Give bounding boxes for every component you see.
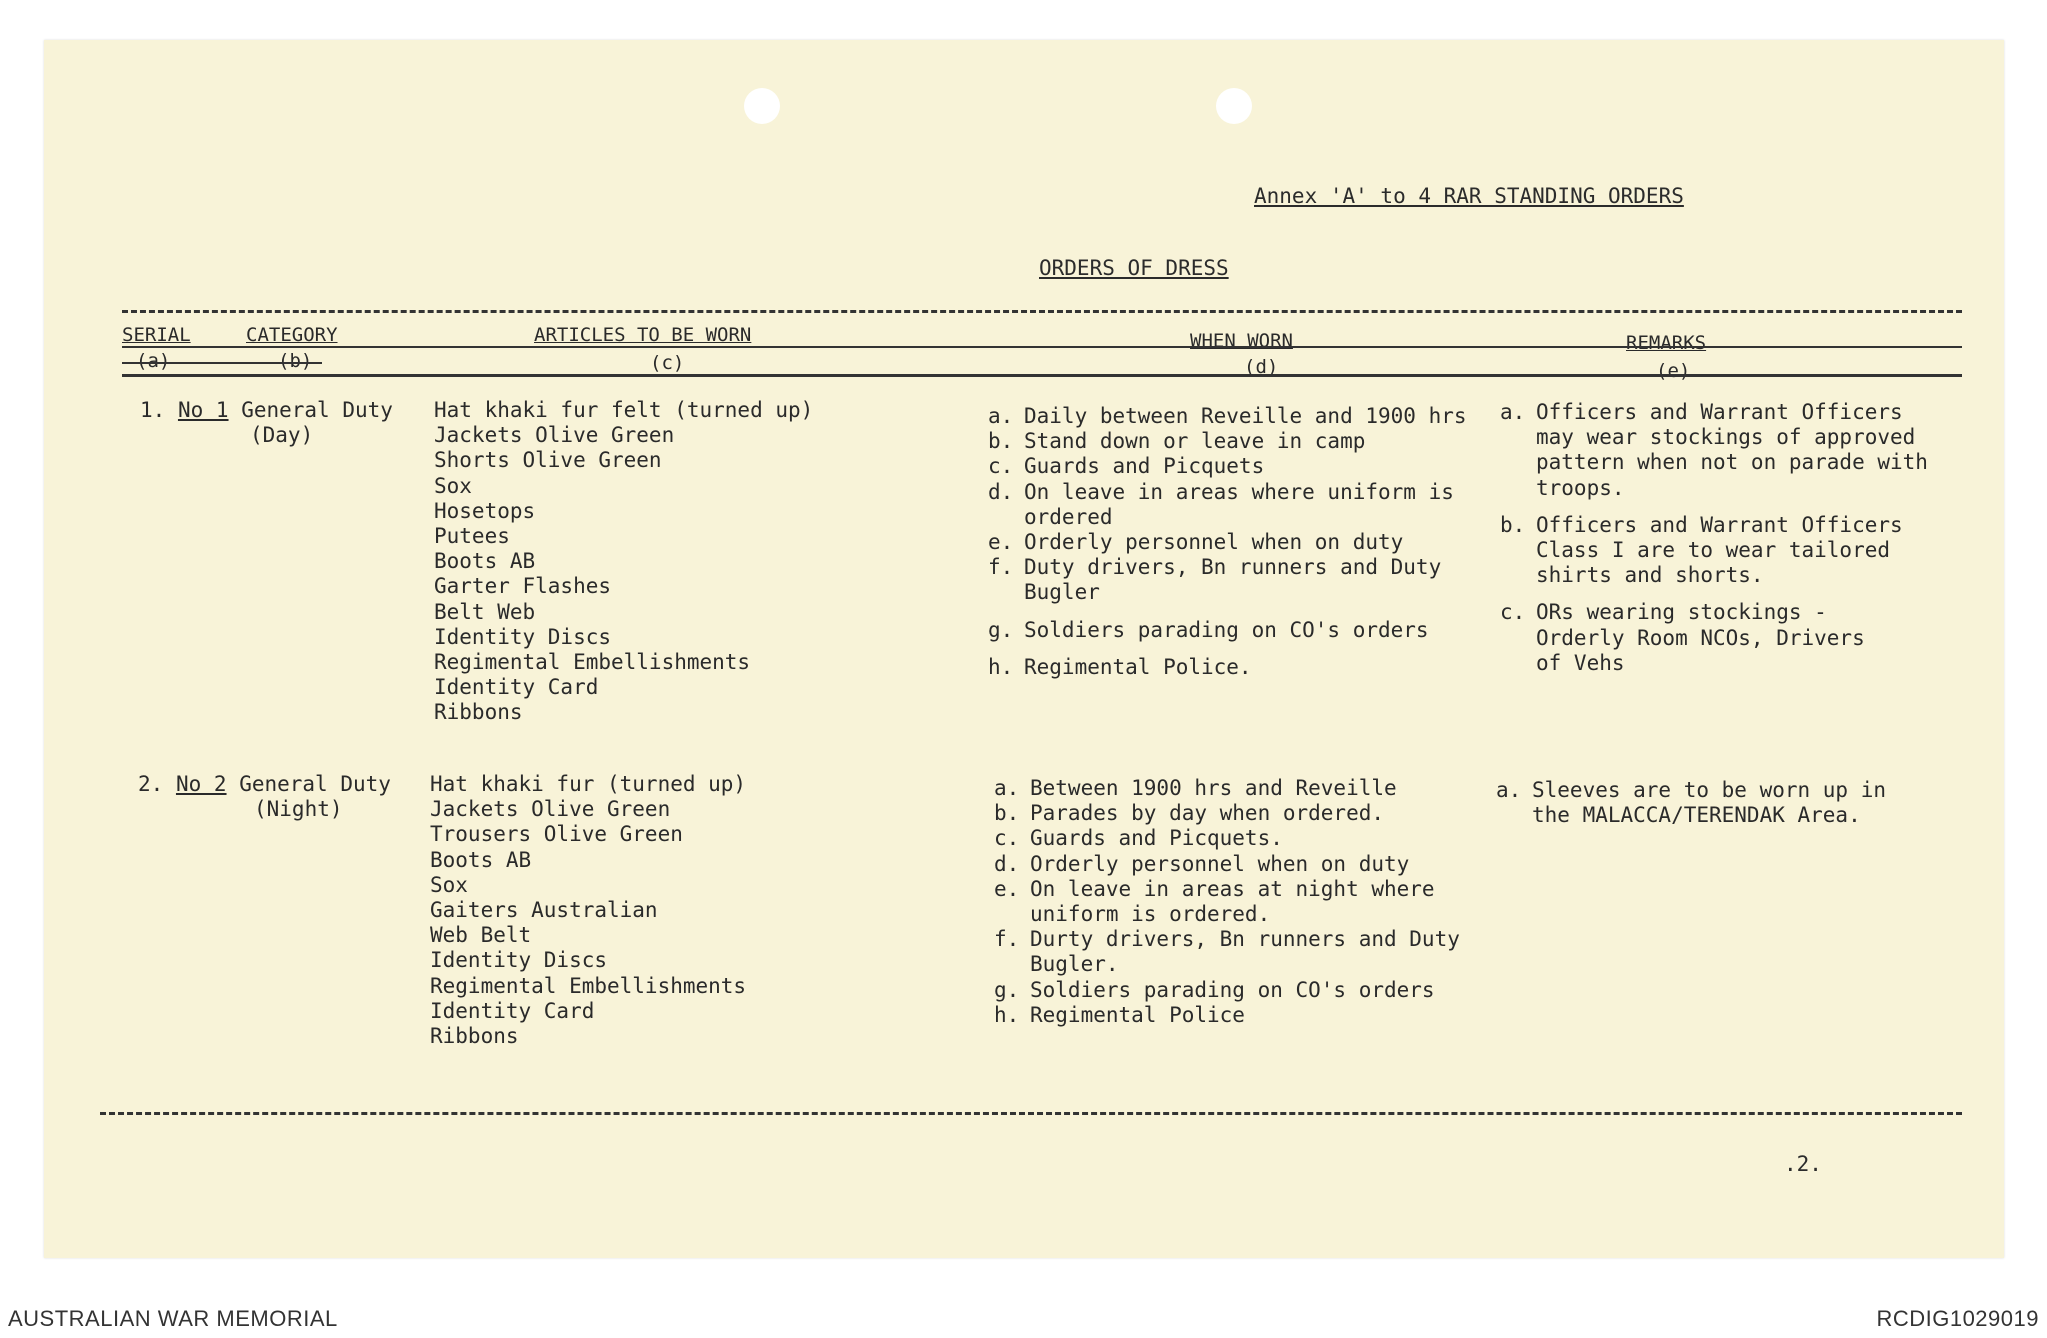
when-worn-line <box>988 480 1467 505</box>
row-2-serial-category <box>138 772 391 822</box>
remark-line <box>1500 626 1928 651</box>
remark-line <box>1500 476 1928 501</box>
document-title: ORDERS OF DRESS <box>1039 256 1229 280</box>
item-letter: d. <box>988 479 1014 504</box>
remark-line <box>1500 425 1928 450</box>
when-worn-line <box>994 801 1460 826</box>
article-item: Jackets Olive Green <box>430 797 671 822</box>
item-letter: d. <box>994 851 1020 876</box>
when-worn-line <box>988 530 1467 555</box>
item-letter: b. <box>1500 512 1526 537</box>
when-worn-line <box>994 978 1460 1003</box>
row-1-remarks <box>1500 400 1928 676</box>
item-letter: e. <box>994 876 1020 901</box>
article-item: Ribbons <box>434 700 523 725</box>
col-category-code: (b) <box>278 350 313 372</box>
item-text: Class I are to wear tailored <box>1536 538 1891 563</box>
item-letter: h. <box>994 1002 1020 1027</box>
item-letter: a. <box>1500 400 1526 424</box>
when-worn-line <box>988 404 1467 429</box>
item-letter: c. <box>1500 600 1526 625</box>
article-item: Putees <box>434 524 510 549</box>
item-text: Officers and Warrant Officers <box>1536 512 1903 537</box>
article-item: Regimental Embellishments <box>434 650 751 675</box>
item-letter: b. <box>988 429 1014 454</box>
remark-line <box>1500 538 1928 563</box>
sub-rule-a-b <box>122 362 322 364</box>
when-worn-line <box>994 877 1460 902</box>
item-text: Sleeves are to be worn up in <box>1532 778 1887 802</box>
article-item: Hosetops <box>434 498 536 523</box>
article-item: Identity Card <box>430 998 595 1023</box>
item-letter: f. <box>988 555 1014 580</box>
article-item: Gaiters Australian <box>430 898 658 923</box>
row-1-when-worn <box>988 404 1467 680</box>
row-2-serial: 2. <box>138 772 164 796</box>
item-letter: a. <box>1496 778 1522 802</box>
when-worn-line <box>994 902 1460 927</box>
when-worn-line <box>988 454 1467 479</box>
row-1-serial-category <box>140 398 393 448</box>
article-item: Ribbons <box>430 1024 519 1049</box>
item-text: Orderly personnel when on duty <box>1030 851 1410 876</box>
item-text: Bugler <box>1024 580 1100 605</box>
item-letter: e. <box>988 530 1014 555</box>
footer-left-credit: AUSTRALIAN WAR MEMORIAL <box>8 1306 338 1331</box>
row-2-category-sub: (Night) <box>254 797 343 822</box>
item-text: ORs wearing stockings - <box>1536 600 1827 625</box>
col-remarks-code: (e) <box>1656 360 1691 382</box>
item-text: On leave in areas at night where <box>1030 876 1435 901</box>
when-worn-line <box>988 618 1467 643</box>
remark-line <box>1500 450 1928 475</box>
item-letter: c. <box>988 454 1014 479</box>
item-text: may wear stockings of approved <box>1536 425 1916 450</box>
col-articles-header: ARTICLES TO BE WORN <box>534 324 752 346</box>
col-serial-header: SERIAL <box>122 324 191 346</box>
article-item: Jackets Olive Green <box>434 423 675 448</box>
article-item: Belt Web <box>434 599 536 624</box>
row-2-category-no: No 2 <box>175 772 227 796</box>
document-page <box>44 40 2004 1258</box>
item-text: pattern when not on parade with <box>1536 450 1928 475</box>
when-worn-line <box>988 429 1467 454</box>
row-2-category-name: General Duty <box>239 772 391 796</box>
item-text: the MALACCA/TERENDAK Area. <box>1532 803 1861 828</box>
article-item: Hat khaki fur (turned up) <box>430 772 747 796</box>
item-text: Soldiers parading on CO's orders <box>1024 617 1429 642</box>
item-text: Regimental Police <box>1030 1002 1245 1027</box>
article-item: Trousers Olive Green <box>430 822 683 847</box>
when-worn-line <box>988 580 1467 605</box>
item-text: Officers and Warrant Officers <box>1536 400 1903 424</box>
when-worn-line <box>988 505 1467 530</box>
article-item: Hat khaki fur felt (turned up) <box>434 398 814 422</box>
when-worn-line <box>994 952 1460 977</box>
col-when-code: (d) <box>1244 356 1279 378</box>
footer-right-id: RCDIG1029019 <box>1876 1306 2039 1331</box>
article-item: Regimental Embellishments <box>430 973 747 998</box>
item-text: Guards and Picquets. <box>1030 826 1283 851</box>
remark-line <box>1500 600 1928 625</box>
item-text: Soldiers parading on CO's orders <box>1030 977 1435 1002</box>
item-letter: g. <box>994 977 1020 1002</box>
annex-title: Annex 'A' to 4 RAR STANDING ORDERS <box>1254 184 1684 208</box>
row-2-remarks <box>1496 778 1886 828</box>
header-rule-lower <box>122 374 1962 377</box>
punch-hole-right <box>1216 88 1252 124</box>
remark-line <box>1500 563 1928 588</box>
item-text: shirts and shorts. <box>1536 563 1764 588</box>
page-number: .2. <box>1784 1152 1822 1176</box>
col-remarks-header: REMARKS <box>1626 332 1707 354</box>
col-serial-code: (a) <box>136 350 171 372</box>
remark-line <box>1500 651 1928 676</box>
remark-line <box>1500 400 1928 425</box>
when-worn-line <box>994 826 1460 851</box>
item-text: Stand down or leave in camp <box>1024 429 1366 454</box>
punch-hole-left <box>744 88 780 124</box>
article-item: Identity Discs <box>434 624 612 649</box>
item-text: Regimental Police. <box>1024 654 1252 679</box>
bottom-dashed-rule <box>100 1112 1962 1115</box>
remark-line <box>1496 803 1886 828</box>
when-worn-line <box>994 1003 1460 1028</box>
when-worn-line <box>994 852 1460 877</box>
col-category-header: CATEGORY <box>246 324 338 346</box>
article-item: Identity Card <box>434 675 599 700</box>
item-text: Bugler. <box>1030 952 1119 977</box>
article-item: Sox <box>434 473 472 498</box>
row-1-category-no: No 1 <box>177 398 229 422</box>
item-letter: b. <box>994 801 1020 826</box>
item-letter: g. <box>988 617 1014 642</box>
item-text: Orderly Room NCOs, Drivers <box>1536 625 1865 650</box>
item-text: Between 1900 hrs and Reveille <box>1030 776 1397 800</box>
item-text: troops. <box>1536 475 1625 500</box>
item-text: Parades by day when ordered. <box>1030 801 1385 826</box>
row-1-articles <box>434 398 813 726</box>
article-item: Web Belt <box>430 923 532 948</box>
row-1-category-name: General Duty <box>241 398 393 422</box>
item-text: of Vehs <box>1536 650 1625 675</box>
when-worn-line <box>988 555 1467 580</box>
article-item: Boots AB <box>430 847 532 872</box>
article-item: Identity Discs <box>430 948 608 973</box>
article-item: Boots AB <box>434 549 536 574</box>
article-item: Sox <box>430 872 468 897</box>
item-text: Orderly personnel when on duty <box>1024 530 1404 555</box>
item-text: Daily between Reveille and 1900 hrs <box>1024 404 1467 428</box>
row-1-serial: 1. <box>140 398 166 422</box>
item-letter: a. <box>994 776 1020 800</box>
item-text: Durty drivers, Bn runners and Duty <box>1030 927 1460 952</box>
when-worn-line <box>994 927 1460 952</box>
row-2-articles <box>430 772 746 1049</box>
col-articles-code: (c) <box>650 352 685 374</box>
remark-line <box>1500 513 1928 538</box>
row-2-when-worn <box>994 776 1460 1028</box>
item-letter: h. <box>988 654 1014 679</box>
article-item: Garter Flashes <box>434 574 612 599</box>
item-text: Guards and Picquets <box>1024 454 1265 479</box>
item-letter: a. <box>988 404 1014 428</box>
when-worn-line <box>988 655 1467 680</box>
col-when-header: WHEN WORN <box>1190 330 1293 352</box>
item-letter: f. <box>994 927 1020 952</box>
remark-line <box>1496 778 1886 803</box>
item-text: On leave in areas where uniform is <box>1024 479 1454 504</box>
item-text: uniform is ordered. <box>1030 902 1271 927</box>
article-item: Shorts Olive Green <box>434 448 662 473</box>
header-rule-upper <box>122 346 1962 348</box>
row-1-category-sub: (Day) <box>250 423 314 448</box>
header-dashed-rule <box>122 310 1962 313</box>
item-text: Duty drivers, Bn runners and Duty <box>1024 555 1442 580</box>
when-worn-line <box>994 776 1460 801</box>
item-text: ordered <box>1024 504 1113 529</box>
item-letter: c. <box>994 826 1020 851</box>
